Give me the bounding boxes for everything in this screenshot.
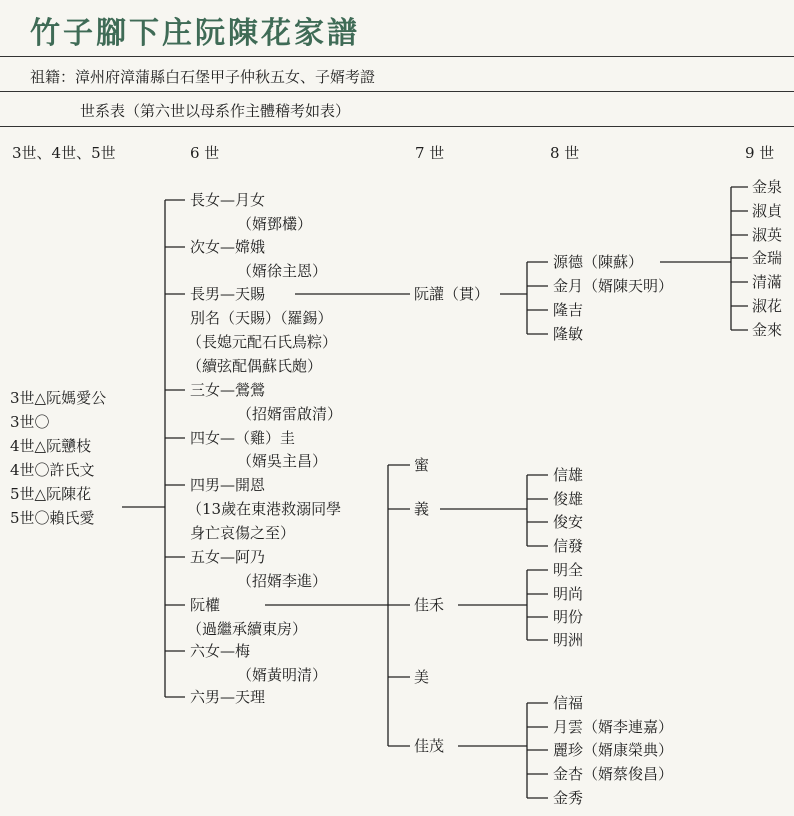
- gen6-note: （過繼承續東房）: [187, 620, 308, 638]
- gen6-entry: 三女—鶯鶯: [190, 381, 266, 399]
- gen7-entry: 阮讙（貫）: [414, 285, 490, 303]
- gen7-entry: 義: [414, 500, 430, 518]
- gen7-entry: 蜜: [414, 456, 430, 474]
- origin-line: 祖籍：漳州府漳蒲縣白石堡甲子仲秋五女、子婿考證: [30, 68, 376, 86]
- gen6-entry: 四男—開恩: [190, 476, 266, 494]
- gen6-entry: 次女—嫦娥: [190, 238, 266, 256]
- ancestor-item: 3世△阮媽愛公: [10, 389, 107, 407]
- gen6-spouse: （招婿雷啟清）: [237, 405, 343, 423]
- gen9-entry: 金瑞: [752, 249, 783, 267]
- gen6-spouse: （招婿李進）: [237, 572, 328, 590]
- gen6-spouse: （婿徐主恩）: [237, 262, 328, 280]
- gen9-entry: 淑花: [752, 297, 783, 315]
- header-gen6: 6 世: [190, 144, 220, 162]
- ancestor-item: 4世△阮戇枝: [10, 437, 92, 455]
- gen6-entry: 阮權: [190, 596, 221, 614]
- gen6-entry: 六男—天理: [190, 688, 266, 706]
- gen6-note: 身亡哀傷之至）: [190, 524, 296, 542]
- gen7-entry: 美: [414, 668, 430, 686]
- gen8-entry: 隆敏: [553, 325, 584, 343]
- gen8-entry: 麗珍（婿康榮典）: [553, 741, 674, 759]
- gen9-entry: 金泉: [752, 178, 783, 196]
- gen8-entry: 信雄: [553, 466, 584, 484]
- ancestor-item: 4世〇許氏文: [10, 461, 95, 479]
- gen8-entry: 金秀: [553, 789, 584, 807]
- gen8-entry: 明洲: [553, 631, 584, 649]
- gen6-note: （13歲在東港救溺同學: [187, 500, 342, 518]
- gen8-entry: 金月（婿陳天明）: [553, 277, 674, 295]
- gen8-entry: 明份: [553, 608, 584, 626]
- ancestor-item: 3世〇: [10, 413, 50, 431]
- gen8-entry: 月雲（婿李連嘉）: [553, 718, 674, 736]
- gen9-entry: 淑貞: [752, 202, 783, 220]
- gen6-spouse: （婿吳主昌）: [237, 452, 328, 470]
- gen6-note: （續弦配偶蘇氏皰）: [187, 357, 323, 375]
- gen6-entry: 四女—（雞）圭: [190, 429, 296, 447]
- header-gen8: 8 世: [550, 144, 580, 162]
- table-note: 世系表（第六世以母系作主體稽考如表）: [80, 102, 351, 120]
- gen8-entry: 明尚: [553, 585, 584, 603]
- gen7-entry: 佳禾: [414, 596, 445, 614]
- header-gen7: 7 世: [415, 144, 445, 162]
- header-gen9: 9 世: [745, 144, 775, 162]
- gen8-entry: 源德（陳蘇）: [553, 253, 644, 271]
- page-title: 竹子腳下庄阮陳花家譜: [30, 16, 360, 51]
- ancestor-item: 5世〇賴氏愛: [10, 509, 95, 527]
- gen9-entry: 淑英: [752, 226, 783, 244]
- gen8-entry: 明全: [553, 561, 584, 579]
- gen7-entry: 佳茂: [414, 737, 445, 755]
- header-gen345: 3世、4世、5世: [12, 144, 116, 162]
- gen6-spouse: （婿黃明清）: [237, 666, 328, 684]
- gen9-entry: 清滿: [752, 273, 783, 291]
- gen8-entry: 信發: [553, 537, 584, 555]
- gen8-entry: 俊安: [553, 513, 584, 531]
- ancestor-item: 5世△阮陳花: [10, 485, 92, 503]
- gen8-entry: 隆吉: [553, 301, 584, 319]
- gen6-note: （長媳元配石氏鳥粽）: [187, 333, 338, 351]
- gen6-note: 別名（天賜）（羅錫）: [190, 309, 333, 327]
- gen6-entry: 長女—月女: [190, 191, 266, 209]
- gen6-entry: 長男—天賜: [190, 285, 266, 303]
- gen6-entry: 六女—梅: [190, 642, 251, 660]
- gen6-entry: 五女—阿乃: [190, 548, 266, 566]
- gen8-entry: 金杏（婿蔡俊昌）: [553, 765, 674, 783]
- gen8-entry: 信福: [553, 694, 584, 712]
- gen8-entry: 俊雄: [553, 490, 584, 508]
- gen9-entry: 金來: [752, 321, 783, 339]
- gen6-spouse: （婿鄧欉）: [237, 215, 313, 233]
